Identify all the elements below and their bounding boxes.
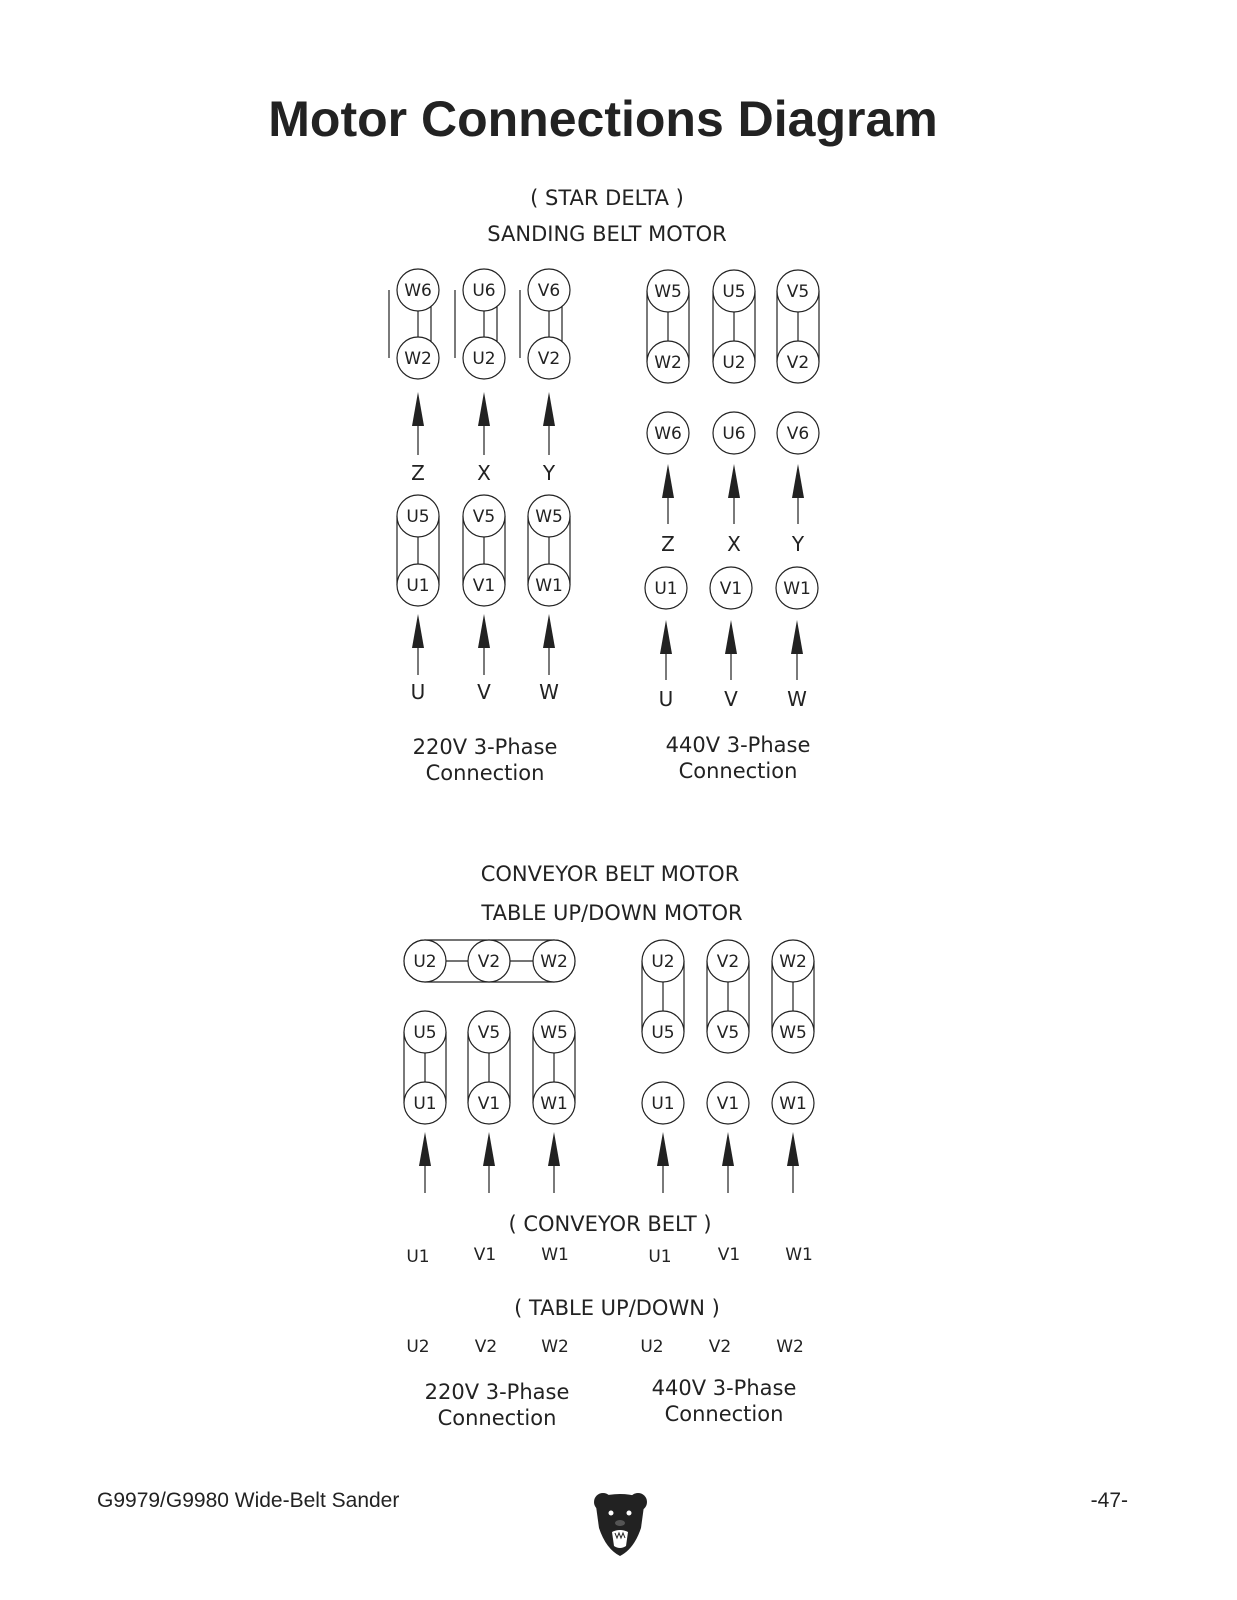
caption-440v-line2: Connection <box>664 1402 784 1426</box>
terminal-label: W1 <box>535 576 563 596</box>
terminal-label: W5 <box>535 507 563 527</box>
terminal-label: V1 <box>472 576 496 596</box>
arrow-icon <box>662 464 674 524</box>
terminal-link-pair <box>455 269 505 379</box>
terminal-label: V1 <box>477 1094 501 1114</box>
page-number: -47- <box>1090 1489 1128 1512</box>
arrow-icon <box>543 392 555 455</box>
caption-220v: 220V 3-Phase <box>412 735 558 759</box>
lead-label: U1 <box>648 1247 672 1267</box>
terminal-link-pair <box>468 1011 510 1124</box>
terminal-label: W1 <box>783 579 811 599</box>
caption-220v-line2: Connection <box>437 1406 557 1430</box>
arrow-icon <box>787 1132 799 1193</box>
terminal-link-pair <box>533 1011 575 1124</box>
terminal-label: W6 <box>404 281 432 301</box>
lead-label: Y <box>791 532 805 556</box>
terminal-label: U1 <box>406 576 430 596</box>
table-section-label: ( TABLE UP/DOWN ) <box>514 1296 720 1320</box>
arrow-icon <box>412 392 424 455</box>
sanding-440v-line-arrows <box>660 620 803 680</box>
conveyor-220v-star-bar <box>404 940 575 982</box>
terminal-label: V6 <box>537 281 561 301</box>
sanding-220v-line-arrows <box>412 614 555 675</box>
terminal-label: V5 <box>477 1023 501 1043</box>
lead-label: V <box>477 680 491 704</box>
terminal-label: U5 <box>722 282 746 302</box>
bear-head-logo-icon <box>594 1493 647 1556</box>
table-motor-label: TABLE UP/DOWN MOTOR <box>481 901 743 925</box>
lead-label: X <box>477 461 491 485</box>
terminal-label: U5 <box>406 507 430 527</box>
terminal-label: W1 <box>540 1094 568 1114</box>
conveyor-belt-motor-label: CONVEYOR BELT MOTOR <box>480 862 740 886</box>
terminal-label: V5 <box>786 282 810 302</box>
page-title: Motor Connections Diagram <box>268 91 938 147</box>
terminal-link-pair <box>397 495 439 606</box>
lead-label: W1 <box>541 1245 569 1265</box>
terminal-label: V2 <box>477 952 501 972</box>
sanding-belt-motor-label: SANDING BELT MOTOR <box>487 222 727 246</box>
terminal-label: U1 <box>651 1094 675 1114</box>
terminal-link-pair <box>404 1011 446 1124</box>
lead-label: V1 <box>717 1245 741 1265</box>
terminal-label: V2 <box>716 952 740 972</box>
arrow-icon <box>722 1132 734 1193</box>
terminal-label: W2 <box>654 353 682 373</box>
terminal-link-pair <box>707 940 749 1053</box>
terminal-label: W5 <box>779 1023 807 1043</box>
sanding-220v-mid-arrows <box>412 392 555 455</box>
lead-label: W <box>787 687 807 711</box>
lead-label: V2 <box>708 1337 732 1357</box>
terminal-link-pair <box>520 269 570 379</box>
terminal-label: V5 <box>716 1023 740 1043</box>
sanding-440v-top-pairs <box>647 270 819 383</box>
arrow-icon <box>791 620 803 680</box>
terminal-label: U5 <box>651 1023 675 1043</box>
terminal-label: U2 <box>722 353 746 373</box>
sanding-440v-bottom-terminals <box>645 567 818 609</box>
terminal-label: W6 <box>654 424 682 444</box>
sanding-220v-bottom-pairs <box>397 495 570 606</box>
caption-220v-line2: Connection <box>425 761 545 785</box>
lead-label: V1 <box>473 1245 497 1265</box>
lead-label: Z <box>661 532 675 556</box>
arrow-icon <box>728 464 740 524</box>
lead-label: U1 <box>406 1247 430 1267</box>
arrow-icon <box>660 620 672 680</box>
lead-label: X <box>727 532 741 556</box>
arrow-icon <box>543 614 555 675</box>
arrow-icon <box>657 1132 669 1193</box>
sanding-440v-mid-arrows <box>662 464 804 524</box>
conveyor-line-arrows <box>419 1132 799 1193</box>
arrow-icon <box>548 1132 560 1193</box>
arrow-icon <box>412 614 424 675</box>
terminal-label: W5 <box>540 1023 568 1043</box>
terminal-link-pair <box>772 940 814 1053</box>
terminal-link-pair <box>777 270 819 383</box>
arrow-icon <box>478 614 490 675</box>
terminal-label: U1 <box>654 579 678 599</box>
sanding-440v-mid-terminals <box>647 412 819 454</box>
terminal-link-pair <box>389 269 439 379</box>
star-delta-label: ( STAR DELTA ) <box>530 186 684 210</box>
caption-220v: 220V 3-Phase <box>424 1380 570 1404</box>
sanding-220v-top-pairs <box>389 269 570 379</box>
lead-label: W <box>539 680 559 704</box>
lead-label: Y <box>542 461 556 485</box>
terminal-label: U2 <box>413 952 437 972</box>
terminal-label: U5 <box>413 1023 437 1043</box>
arrow-icon <box>792 464 804 524</box>
lead-label: U <box>410 680 426 704</box>
conveyor-220v-pairs <box>404 1011 575 1124</box>
lead-label: W1 <box>785 1245 813 1265</box>
arrow-icon <box>725 620 737 680</box>
conveyor-440v-bottom-terminals <box>642 1082 814 1124</box>
arrow-icon <box>478 392 490 455</box>
terminal-label: W2 <box>779 952 807 972</box>
terminal-label: W2 <box>540 952 568 972</box>
lead-label: W2 <box>541 1337 569 1357</box>
terminal-label: V2 <box>786 353 810 373</box>
lead-label: W2 <box>776 1337 804 1357</box>
terminal-label: U2 <box>651 952 675 972</box>
caption-440v: 440V 3-Phase <box>665 733 811 757</box>
caption-440v-line2: Connection <box>678 759 798 783</box>
lead-label: U2 <box>406 1337 430 1357</box>
terminal-label: W1 <box>779 1094 807 1114</box>
arrow-icon <box>483 1132 495 1193</box>
terminal-label: V1 <box>716 1094 740 1114</box>
terminal-label: V2 <box>537 349 561 369</box>
lead-label: V2 <box>474 1337 498 1357</box>
terminal-link-pair <box>713 270 755 383</box>
terminal-link-pair <box>642 940 684 1053</box>
terminal-label: V6 <box>786 424 810 444</box>
lead-label: Z <box>411 461 425 485</box>
lead-label: U2 <box>640 1337 664 1357</box>
arrow-icon <box>419 1132 431 1193</box>
lead-label: V <box>724 687 738 711</box>
caption-440v: 440V 3-Phase <box>651 1376 797 1400</box>
terminal-link-pair <box>647 270 689 383</box>
conveyor-440v-pairs <box>642 940 814 1053</box>
terminal-label: V1 <box>719 579 743 599</box>
terminal-label: W5 <box>654 282 682 302</box>
terminal-link-pair <box>528 495 570 606</box>
terminal-label: U6 <box>472 281 496 301</box>
terminal-link-pair <box>463 495 505 606</box>
conveyor-belt-section-label: ( CONVEYOR BELT ) <box>508 1212 712 1236</box>
terminal-label: U2 <box>472 349 496 369</box>
footer-model: G9979/G9980 Wide-Belt Sander <box>97 1489 400 1512</box>
terminal-label: U1 <box>413 1094 437 1114</box>
terminal-label: V5 <box>472 507 496 527</box>
terminal-label: U6 <box>722 424 746 444</box>
lead-label: U <box>658 687 674 711</box>
terminal-label: W2 <box>404 349 432 369</box>
